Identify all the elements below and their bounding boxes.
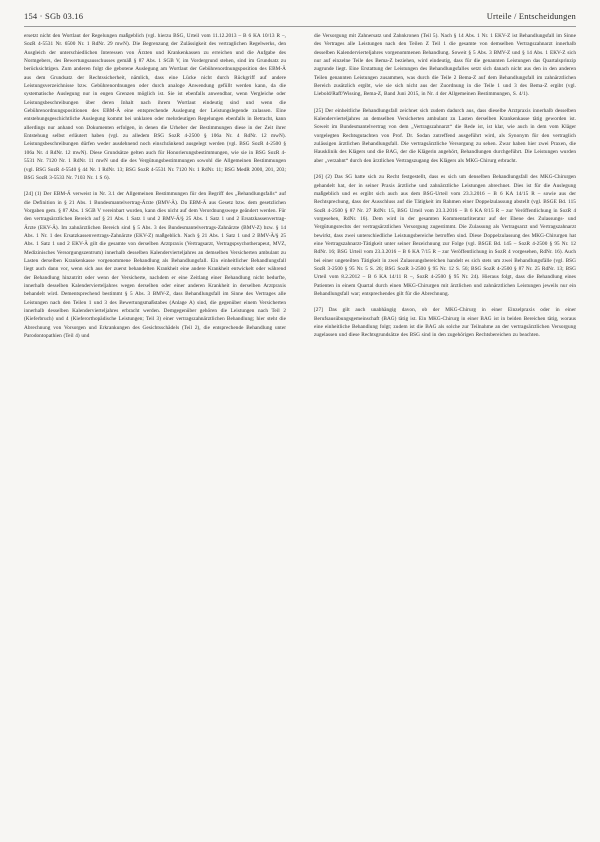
- page-label: 154 · SGb 03.16: [24, 11, 84, 21]
- right-column: [314, 32, 576, 340]
- paragraph: [27] Das gilt auch unabhängig davon, ob der MKG-Chirurg in einer Einzelpraxis oder in einer Berufsausübungsgemeinschaft (BAG) tätig ist. Ein MKG-Chirurg in einer BAG ist in beiden Bereichen tätig, woraus eine einheitliche Behandlung folgt; zudem ist die BAG als solche zur Teilnahme an der vertragsärztlichen Versorgung zugelassen und diese Rechtsgrundsätze des BSG sind in den zugehörigen Rechtsbereichen zu beachten.: [314, 307, 576, 339]
- header-divider: [24, 26, 576, 27]
- left-column: [24, 32, 286, 340]
- paragraph: [26] (2) Das SG hatte sich zu Recht festgestellt, dass es sich um denselben Behandlungsfall des MKG-Chirurgen gehandelt hat, der in seiner Praxis ärztliche und zahnärztliche Leistungen abrechnet. Dies ist für die Auslegung maßgeblich und es ergibt sich auch aus dem BSG-Urteil vom 23.3.2016 – B 6 KA 14/15 R – sowie aus der Rechtsprechung, dass der Ausschluss auf die Tätigkeit im Rahmen einer Doppelzulassung abstellt (vgl. BSGE Bd. 115 SozR 4-2500 § 87 Nr. 27 RdNr. 15, BSG Urteil vom 23.3.2016 – B 6 KA 8/15 R – zur Veröffentlichung in SozR 4 vorgesehen, RdNr. 16). Dem wird in der gesamten Kommentarliteratur auf der Ebene des Zulassungs- und Vergütungsrechts der vertragsärztlichen Versorgung zugestimmt. Die Zulassung als Vertragsarzt und Vertragszahnarzt bewirkt, dass zwei unterschiedliche Leistungsbereiche betroffen sind. Diese Doppelzulassung des MKG-Chirurgen hat eine Vertragszahnarzt-Tätigkeit unter seiner Bezeichnung zur Folge (vgl. BSGE Bd. 145 – SozR 4-2500 § 95 Nr. 12 RdNr. 16; BSG Urteil vom 23.3.2016 – B 6 KA 7/15 R – zur Veröffentlichung in SozR 4 vorgesehen, RdNr. 16). Auch bei einer ungeteilten Tätigkeit in zwei Zulassungsbereichen handelt es sich stets um zwei Behandlungsfälle (vgl. BSG SozR 3-2500 § 95 Nr. 5 S. 26; BSG SozR 3-2500 § 95 Nr. 12 S. 56; BSG SozR 4-2500 § 87 Nr. 25 RdNr. 13; BSG Urteil vom 8.2.2012 – B 6 KA 14/11 R –, SozR 4-2500 § 95 Nr. 24). Hieraus folgt, dass die Behandlung eines Patienten in einem Quartal durch einen MKG-Chirurgen mit ärztlichen und zahnärztlichen Leistungen jeweils nur ein Behandlungsfall war; entsprechendes gilt für die Abrechnung.: [314, 174, 576, 297]
- paragraph: ersetzt nicht den Wortlaut der Regelungen maßgeblich (vgl. hierzu BSG, Urteil vom 11.12.2013 – B 6 KA 10/13 R –, SozR 4-5531 Nr. 6500 Nr. 1 RdNr. 29 mwN). Die Begrenzung der Zulässigkeit des vertraglichen Regelwerks, den Ausgleich der unterschiedlichen Interessen von Ärzten und Krankenkassen zu erreichen und die Aufgabe des Normgebers, des Bewertungsausschusses gemäß § 87 Abs. 1 SGB V, im Vordergrund stehen, sind im Grundsatz zu berücksichtigen. Zum anderen folgt die gebotene Auslegung am Wortlaut der Gebührenordnungsposition des EBM-Ä aus dem Grundsatz der Rechtssicherheit, nämlich, dass eine Lücke nicht durch Rückgriff auf andere Leistungsverzeichnisse bzw. Gebührenordnungen oder durch analoge Anwendung gefüllt werden kann, da die systematische Auslegung nur in engen Grenzen möglich ist. Sie ist ebenfalls anwendbar, wenn Vergleiche oder Leistungsbeschreibungen über deren Inhalt nach ihrem Wortlaut eindeutig sind und wenn die Gebührenordnungspositionen des EBM-Ä eine entsprechende Auslegung der Leistungslegende zulassen. Eine entstehungsgeschichtliche Auslegung kommt bei unklaren oder mehrdeutigen Regelungen ebenfalls in Betracht, kann allerdings nur anhand von Dokumenten erfolgen, in denen die Urheber der Bestimmungen diese in der Zeit ihrer Entstehung selbst erläutert haben (vgl. zu alledem BSG SozR 4-2500 § 106a Nr. 4 RdNr. 12 mwN). Leistungsbeschreibungen dürfen weder ausdehnend noch einschränkend ausgelegt werden (vgl. BSG SozR 4-2500 § 106a Nr. 4 RdNr. 12 mwN). Diese Grundsätze gelten auch für Honorierungsbestimmungen, wie sie in BSG SozR 4-5531 Nr. 7120 Nr. 1 RdNr. 11 mwN und die des Vergütungsbestimmungen sowohl die Allgemeinen Bestimmungen (vgl. BSG SozR 4-5540 § 44 Nr. 1 RdNr. 13; BSG SozR 4-5531 Nr. 7120 Nr. 1 RdNr. 11; BSG MedR 2000, 201, 203; BSG SozR 3-5533 Nr. 7103 Nr. 1 S 6).: [24, 33, 286, 181]
- paragraph: [24] (1) Der EBM-Ä verweist in Nr. 3.1 der Allgemeinen Bestimmungen für den Begriff des „Behandlungsfalls“ auf die Definition in § 21 Abs. 1 Bundesmantelvertrag-Ärzte (BMV-Ä). Da EBM-Ä aus Gesetz bzw. dem gesetzlichen Vorgaben gem. § 87 Abs. 1 SGB V vereinbart wurden, kann dies nicht auf dem Verordnungswege geändert werden. Für den vertragsärztlichen Bereich auf § 21 Abs. 1 Satz 1 und 2 BMV-Ä/§ 25 Abs. 1 Satz 1 und 2 Ersatzkassenvertrag-Ärzte (EKV-Ä). Im zahnärztlichen Bereich sind § 5 Abs. 3 des Bundesmantelvertrags-Zahnärzte (BMV-Z) bzw. § 14 Abs. 1 Nr. 1 des Ersatzkassenvertrags-Zahnärzte (EKV-Z) maßgeblich. Nach § 21 Abs. 1 Satz 1 und 2 BMV-Ä/§ 25 Abs. 1 Satz 1 und 2 EKV-Ä gilt die gesamte von derselben Arztpraxis (Vertragsarzt, Vertragspsychotherapeut, MVZ, Medizinisches Versorgungszentrum) innerhalb desselben Kalendervierteljahres an demselben Versicherten ambulant zu Lasten derselben Krankenkasse vorgenommene Behandlung als Behandlungsfall. Ein einheitlicher Behandlungsfall liegt auch dann vor, wenn sich aus der zuerst behandelten Krankheit eine andere Krankheit entwickelt oder während der Behandlung hinzutritt oder wenn der Versicherte, nachdem er eine Zeitlang einer Behandlung nicht bedurfte, innerhalb desselben Kalendervierteljahres wegen derselben oder einer anderen Krankheit in derselben Arztpraxis behandelt wird. Dementsprechend bestimmt § 5 Abs. 3 BMV-Z, dass Behandlungsfall im Sinne des Vertrages alle Leistungen nach den Teilen 1 und 3 des Bewertungsmaßstabes (Anlage A) sind, die gegenüber einem Versicherten innerhalb desselben Kalendervierteljahres erbracht werden. Demgegenüber gehören die Leistungen nach Teil 2 (Kieferbruch) und 4 (Kieferorthopädische Leistungen; Teil 3) einer vertragszahnärztlichen Behandlung; hier steht die Abrechnung von Vorsorgen und Erkrankungen des Gesichtsschädels (Teil 2), die entsprechende Behandlung unter Parodontopathien (Teil 4) und: [24, 191, 286, 340]
- running-header: [24, 8, 576, 24]
- paragraph: [25] Der einheitliche Behandlungsfall zeichnet sich zudem dadurch aus, dass dieselbe Arztpraxis innerhalb desselben Kalendervierteljahres an demselben Versicherten ambulant zu Lasten derselben Krankenkasse tätig geworden ist. Soweit im Bundesmantelvertrag von dem „Vertragszahnarzt“ die Rede ist, ist klar, wie auch in dem vom Kläger vorgelegten Rechtsgutachten von Prof. Dr. Sodan zutreffend ausgeführt wird, als Synonym für den vertraglich zulässigen ärztlichen Behandlungsfall. Die vertragsärztliche Versorgung zu sehen. Zwar haben hier zwei Praxen, die Hausklinik des Klägers und die BAG, der die Klägerin angehört, Behandlungen durchgeführt. Die Leistungen wurden aber „verzahnt“ durch den ärztlichen Vertragszugang des Klägers als MKG-Chirurg erbracht.: [314, 107, 576, 164]
- section-label: Urteile / Entscheidungen: [486, 11, 576, 21]
- paragraph: die Versorgung mit Zahnersatz und Zahnkronen (Teil 5). Nach § 14 Abs. 1 Nr. 1 EKV-Z ist Behandlungsfall im Sinne des Vertrages alle Leistungen nach den Teilen Z Teil 1 die gesamte von demselben Vertragszahnarzt innerhalb desselben Kalendervierteljahres vorgenommenen Behandlung. Soweit § 5 Abs. 3 BMV-Z und § 14 Abs. 1 EKV-Z sich nur auf einzelne Teile des Bema-Z beziehen, wird eindeutig, dass für die genannten Leistungen das Quartalsprinzip zugrunde liegt. Eine Erstattung der Leistungen des Behandlungsfalles setzt sich danach nicht aus den in den anderen Teilen genannten Leistungen zusammen, was durch die Teile 2 Bema-Z auf dem Behandlungsfall im zahnärztlichen Bereich zusätzlich ergibt, wie sie sich nicht aus der Zuordnung in die Teile 1 und 3 des Bema-Z ergibt (vgl. Liebold/Raff/Wissing, Bema-Z, Band Juni 2015, in Nr. 4 der Allgemeinen Bestimmungen, S. 4/1).: [314, 33, 576, 98]
